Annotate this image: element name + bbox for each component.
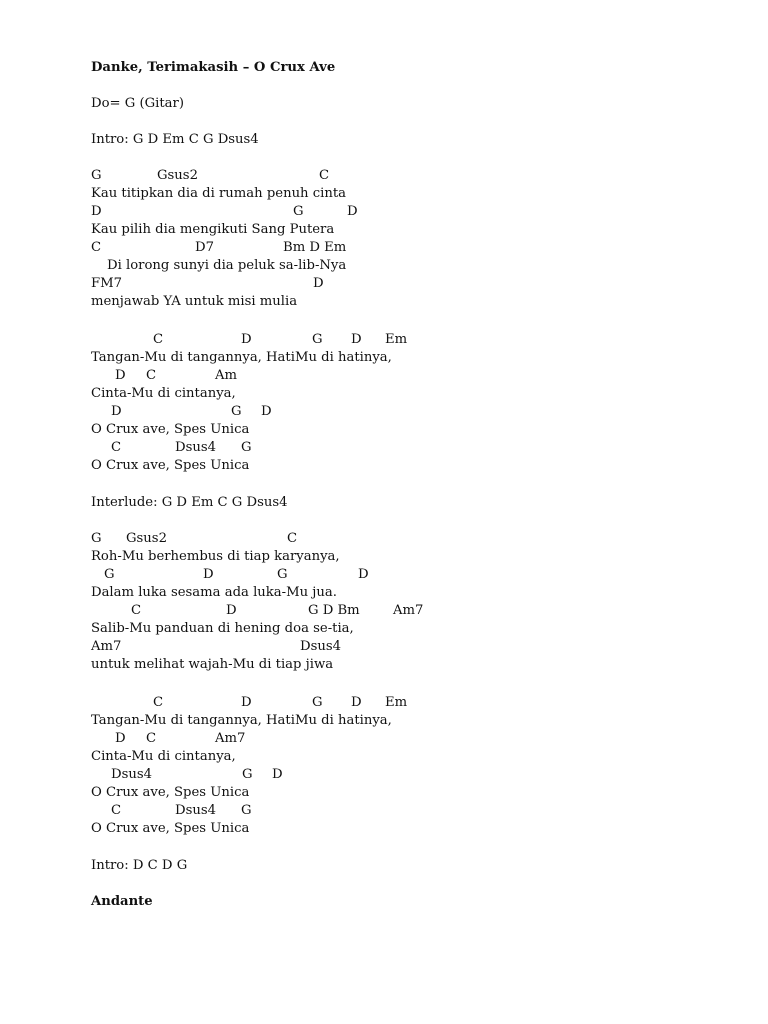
chord: Dsus4 [175, 440, 216, 455]
chord: G [241, 440, 252, 455]
lyric-line: O Crux ave, Spes Unica [91, 785, 250, 800]
chord: G [312, 695, 323, 710]
chord: C [153, 695, 164, 710]
chord: D [272, 767, 283, 782]
chord: C [319, 168, 330, 183]
chord: Am7 [393, 603, 424, 618]
chord: Em [385, 332, 408, 347]
chord: Gsus2 [157, 168, 198, 183]
song-title: Danke, Terimakasih – O Crux Ave [91, 60, 336, 75]
lyric-line: menjawab YA untuk misi mulia [91, 294, 298, 309]
lyric-line: Di lorong sunyi dia peluk sa-lib-Nya [107, 258, 347, 273]
chord: C [153, 332, 164, 347]
chord: G [91, 168, 102, 183]
chord: D7 [195, 240, 214, 255]
lyric-line: Tangan-Mu di tangannya, HatiMu di hatinya, [91, 350, 392, 365]
lyric-line: Cinta-Mu di cintanya, [91, 749, 236, 764]
lyric-line: Dalam luka sesama ada luka-Mu jua. [91, 585, 337, 600]
lyric-line: Kau titipkan dia di rumah penuh cinta [91, 186, 347, 201]
chord: D [111, 404, 122, 419]
chord: C [111, 440, 122, 455]
lyric-line: Cinta-Mu di cintanya, [91, 386, 236, 401]
chord: C [111, 803, 122, 818]
lyric-line: O Crux ave, Spes Unica [91, 422, 250, 437]
chord: D [226, 603, 237, 618]
chord: Dsus4 [300, 639, 341, 654]
chord: D [241, 695, 252, 710]
chord: C [131, 603, 142, 618]
chord: D [115, 731, 126, 746]
chord: G [104, 567, 115, 582]
lyric-line: untuk melihat wajah-Mu di tiap jiwa [91, 657, 334, 672]
lyric-line: O Crux ave, Spes Unica [91, 458, 250, 473]
chord: D [203, 567, 214, 582]
chord: Gsus2 [126, 531, 167, 546]
chord: D [351, 332, 362, 347]
chord: Dsus4 [175, 803, 216, 818]
chord: G [91, 531, 102, 546]
chord: D [313, 276, 324, 291]
lyric-line: Tangan-Mu di tangannya, HatiMu di hatinya, [91, 713, 392, 728]
chord: G [312, 332, 323, 347]
chord: Dsus4 [111, 767, 152, 782]
chord: G [242, 767, 253, 782]
key-note: Do= G (Gitar) [91, 96, 184, 111]
chord: Am7 [91, 639, 122, 654]
chord: D [347, 204, 358, 219]
chord: Am [215, 368, 238, 383]
chord: Am7 [215, 731, 246, 746]
chord: Bm D Em [283, 240, 347, 255]
chord: Em [385, 695, 408, 710]
chord: G [277, 567, 288, 582]
chord: C [146, 731, 157, 746]
chord: G D Bm [308, 603, 360, 618]
chord: C [146, 368, 157, 383]
chord: D [261, 404, 272, 419]
chord: D [358, 567, 369, 582]
chord: G [293, 204, 304, 219]
lyric-line: O Crux ave, Spes Unica [91, 821, 250, 836]
chord: D [91, 204, 102, 219]
chord: FM7 [91, 276, 123, 291]
chord: G [231, 404, 242, 419]
chord: G [241, 803, 252, 818]
interlude-line: Interlude: G D Em C G Dsus4 [91, 495, 288, 510]
outro-line: Intro: D C D G [91, 858, 188, 873]
intro-line: Intro: G D Em C G Dsus4 [91, 132, 259, 147]
chord: D [115, 368, 126, 383]
chord: C [287, 531, 298, 546]
lyric-line: Salib-Mu panduan di hening doa se-tia, [91, 621, 354, 636]
chord: D [351, 695, 362, 710]
tempo-marking: Andante [91, 894, 153, 909]
lyric-line: Kau pilih dia mengikuti Sang Putera [91, 222, 335, 237]
lyric-line: Roh-Mu berhembus di tiap karyanya, [91, 549, 340, 564]
chord: D [241, 332, 252, 347]
chord: C [91, 240, 102, 255]
